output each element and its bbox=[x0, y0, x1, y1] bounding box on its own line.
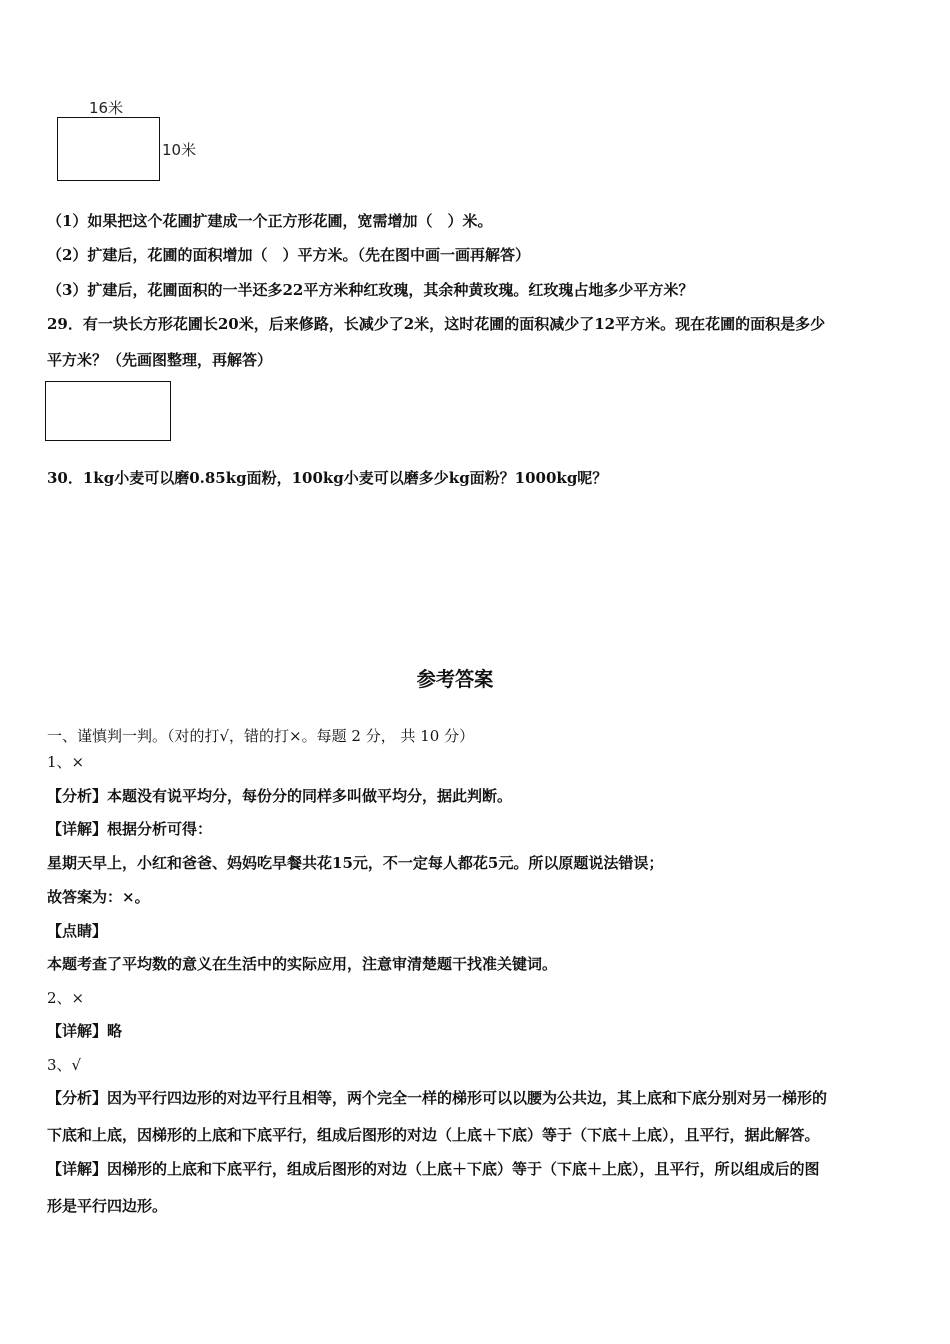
q29-drawing-box bbox=[45, 381, 171, 441]
q29-line2: 平方米？（先画图整理，再解答） bbox=[47, 351, 273, 369]
answer1-analysis: 【分析】本题没有说平均分，每份分的同样多叫做平均分，据此判断。 bbox=[47, 787, 513, 805]
answer1-point: 本题考查了平均数的意义在生活中的实际应用，注意审清楚题干找准关键词。 bbox=[47, 955, 558, 973]
answer1-detail-head: 【详解】根据分析可得： bbox=[47, 820, 213, 838]
answer1-detail2: 故答案为：×。 bbox=[47, 888, 150, 906]
q28-sub2: （2）扩建后，花圃的面积增加（ ）平方米。（先在图中画一画再解答） bbox=[47, 246, 530, 264]
q28-sub3: （3）扩建后，花圃面积的一半还多22平方米种红玫瑰，其余种黄玫瑰。红玫瑰占地多少平方米？ bbox=[47, 281, 694, 299]
answer2-head: 2、× bbox=[47, 989, 85, 1007]
answer1-detail1: 星期天早上，小红和爸爸、妈妈吃早餐共花15元，不一定每人都花5元。所以原题说法错误； bbox=[47, 854, 664, 872]
answer3-analysis1: 【分析】因为平行四边形的对边平行且相等，两个完全一样的梯形可以以腰为公共边，其上底和下底分别对另一梯形的 bbox=[47, 1089, 828, 1107]
garden-rectangle bbox=[57, 117, 160, 181]
section1-heading: 一、谨慎判一判。（对的打√，错的打×。每题 2 分， 共 10 分） bbox=[47, 727, 475, 745]
height-label: 10米 bbox=[162, 141, 197, 159]
q30-text: 30．1kg小麦可以磨0.85kg面粉，100kg小麦可以磨多少kg面粉？1000kg呢？ bbox=[47, 469, 608, 487]
answer1-point-head: 【点睛】 bbox=[47, 922, 108, 940]
q29-line1: 29．有一块长方形花圃长20米，后来修路，长减少了2米，这时花圃的面积减少了12平方米。现在花圃的面积是多少 bbox=[47, 315, 826, 333]
answers-title: 参考答案 bbox=[416, 667, 494, 691]
answer3-detail2: 形是平行四边形。 bbox=[47, 1197, 168, 1215]
answer2-detail: 【详解】略 bbox=[47, 1022, 123, 1040]
answer3-head: 3、√ bbox=[47, 1056, 82, 1074]
width-label: 16米 bbox=[89, 99, 124, 117]
answer3-detail1: 【详解】因梯形的上底和下底平行，组成后图形的对边（上底＋下底）等于（下底＋上底），且平行，所以组成后的图 bbox=[47, 1160, 820, 1178]
q28-sub1: （1）如果把这个花圃扩建成一个正方形花圃，宽需增加（ ）米。 bbox=[47, 212, 493, 230]
answer1-head: 1、× bbox=[47, 753, 85, 771]
answer3-analysis2: 下底和上底，因梯形的上底和下底平行，组成后图形的对边（上底＋下底）等于（下底＋上底），且平行，据此解答。 bbox=[47, 1126, 820, 1144]
